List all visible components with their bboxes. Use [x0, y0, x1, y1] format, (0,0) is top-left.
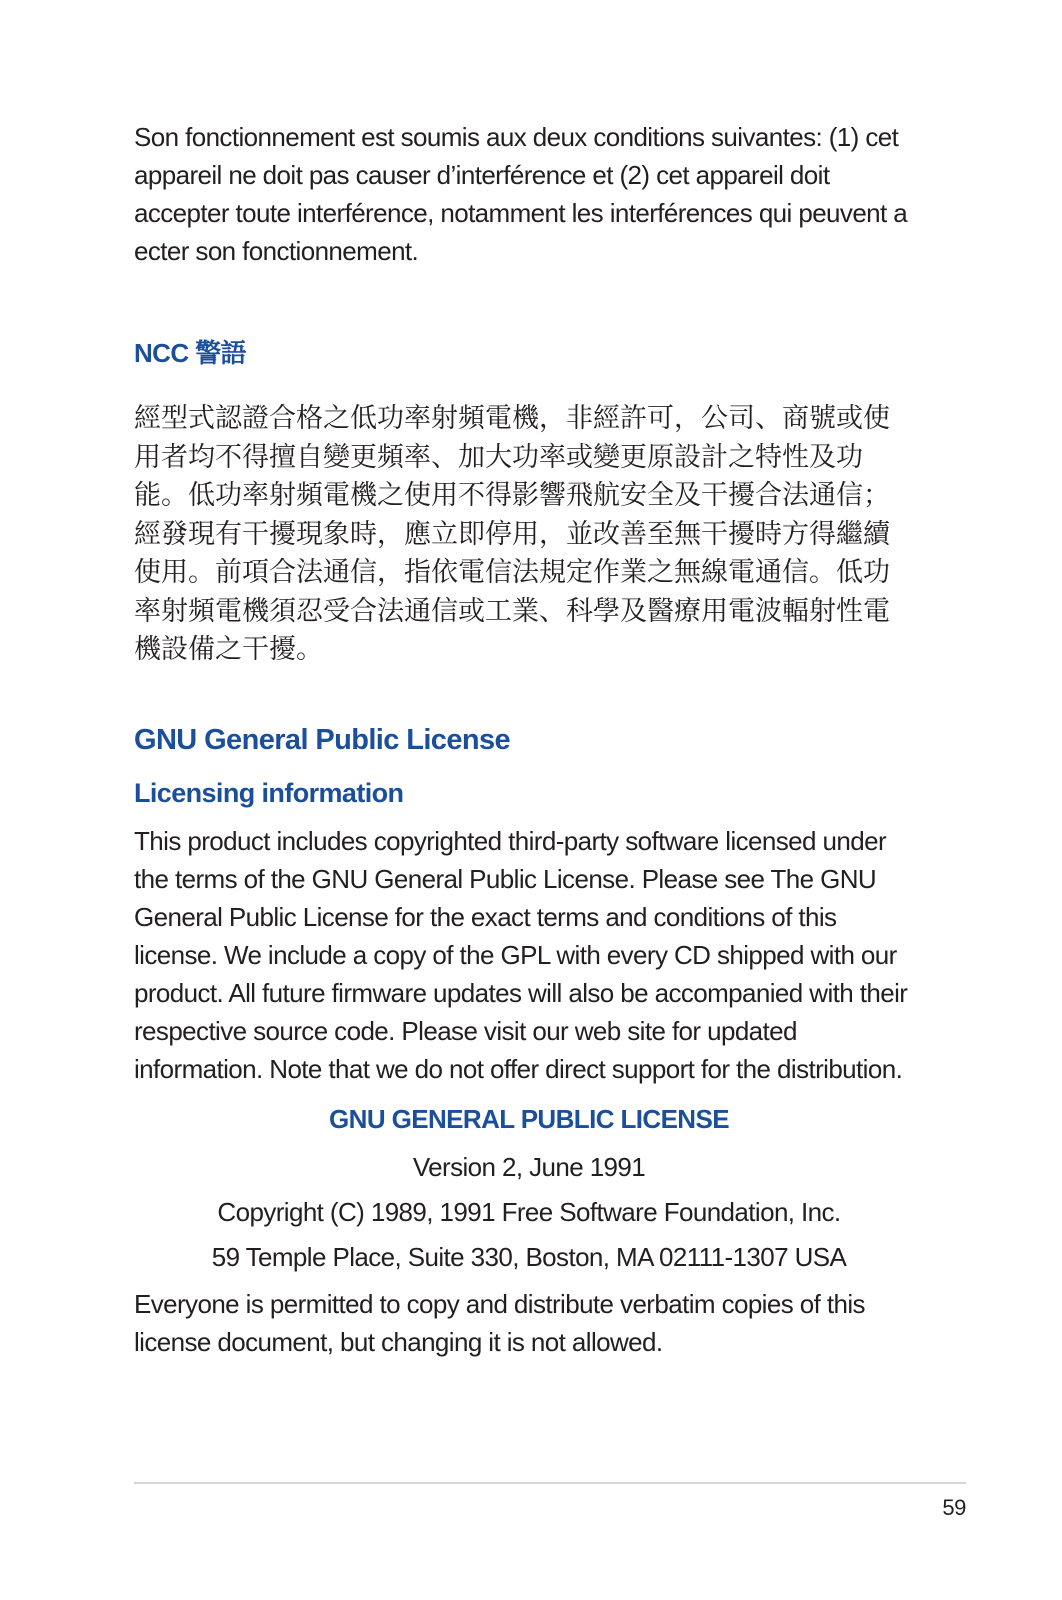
manual-page-content: [134, 118, 924, 1361]
footer-divider: [134, 1482, 966, 1484]
gpl-version-line: Version 2, June 1991: [412, 1151, 646, 1182]
gpl-license-title: GNU GENERAL PUBLIC LICENSE: [329, 1103, 729, 1134]
gpl-description-paragraph: This product includes copyrighted third-party software licensed under the terms of the GNU General Public License. Please see The GNU General Public License for the exact terms and conditions of this license. We include a copy of the GPL with every CD shipped with our product. All future firmware updates will also be accompanied with their respective source code. Please visit our web site for updated information. Note that we do not offer direct support for the distribution.: [134, 825, 908, 1084]
gpl-copyright-line: Copyright (C) 1989, 1991 Free Software Foundation, Inc.: [217, 1196, 841, 1227]
ncc-warning-paragraph: 經型式認證合格之低功率射頻電機，非經許可，公司、商號或使用者均不得擅自變更頻率、加大功率或變更原設計之特性及功能。低功率射頻電機之使用不得影響飛航安全及干擾合法通信；經發現有干擾現象時，應立即停用，並改善至無干擾時方得繼續使用。前項合法通信，指依電信法規定作業之無線電通信。低功率射頻電機須忍受合法通信或工業、科學及醫療用電波輻射性電機設備之干擾。: [134, 403, 890, 665]
gpl-address-line: 59 Temple Place, Suite 330, Boston, MA 02111-1307 USA: [211, 1241, 847, 1272]
fr-compliance-paragraph: Son fonctionnement est soumis aux deux conditions suivantes: (1) cet appareil ne doit pas causer d’interférence et (2) cet appareil doit accepter toute interférence, notamment les interférences qui peuvent a ecter son fonctionnement.: [134, 122, 908, 266]
licensing-information-subheading: Licensing information: [134, 777, 404, 808]
page-number: 59: [942, 1495, 966, 1520]
gpl-permission-paragraph: Everyone is permitted to copy and distribute verbatim copies of this license document, but changing it is not allowed.: [134, 1288, 865, 1357]
ncc-warning-heading: NCC 警語: [134, 338, 246, 368]
gpl-section-heading: GNU General Public License: [134, 723, 511, 756]
